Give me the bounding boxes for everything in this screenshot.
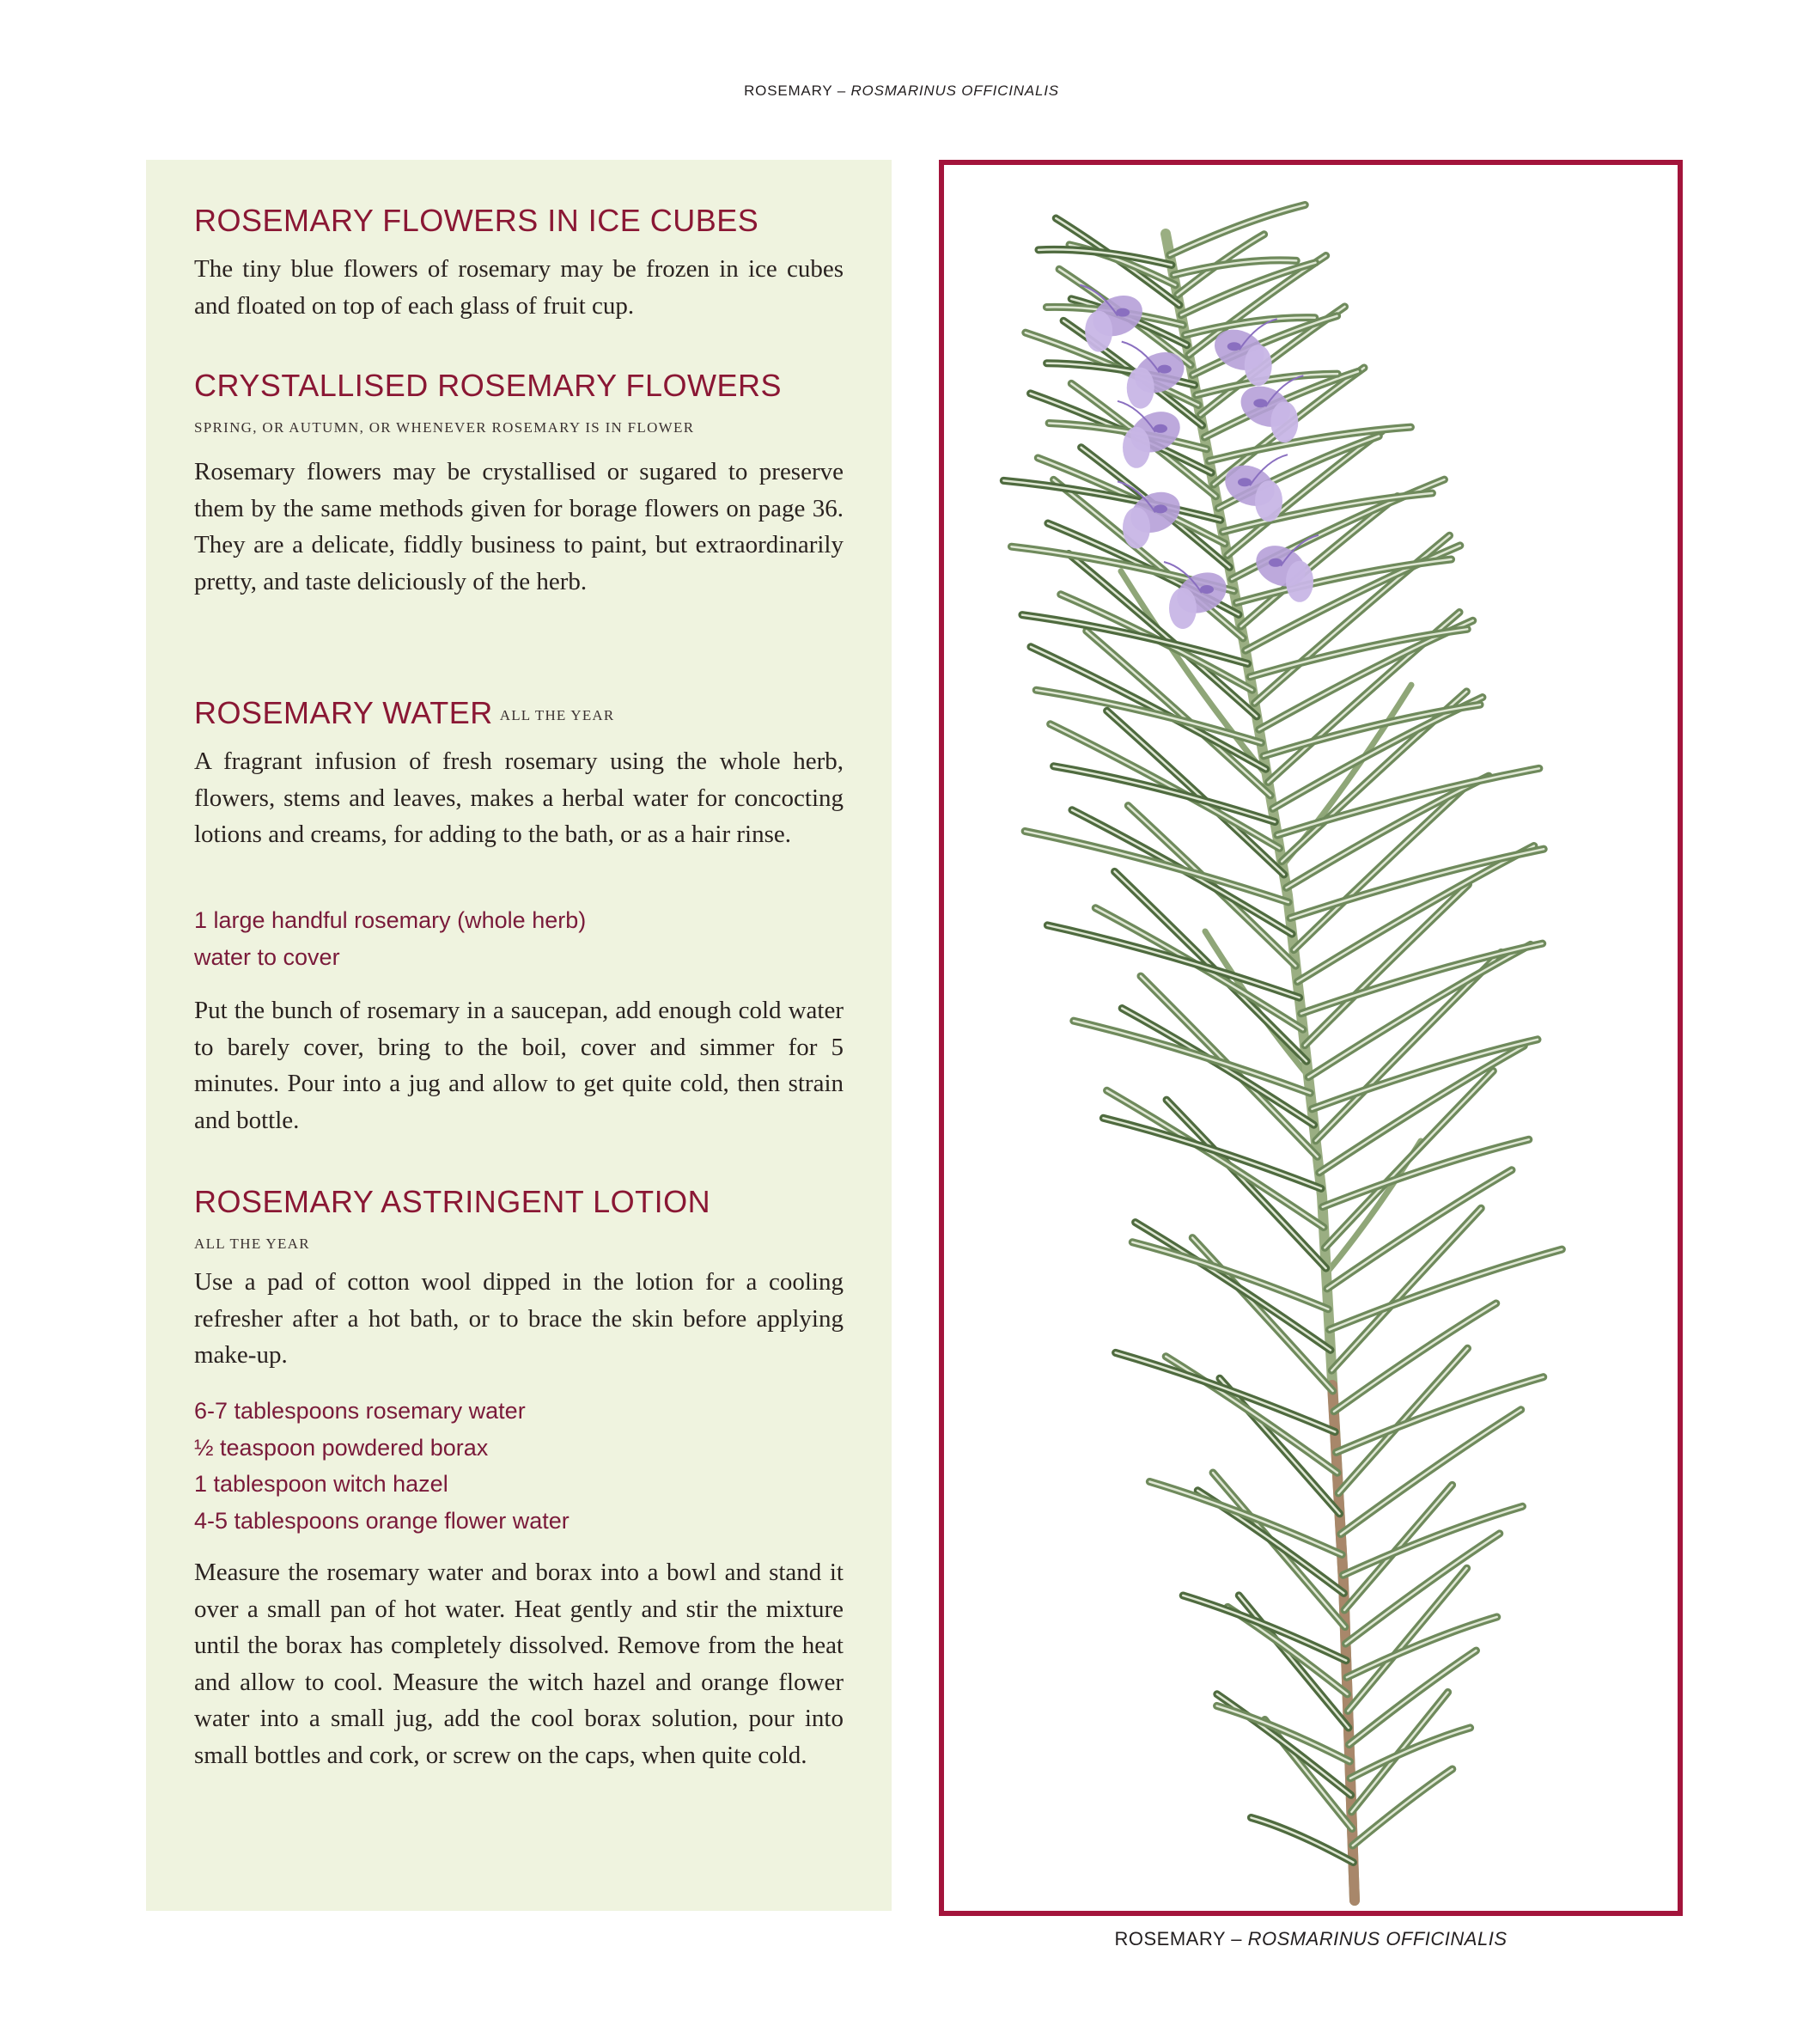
- heading-ice-cubes: ROSEMARY FLOWERS IN ICE CUBES: [194, 203, 759, 238]
- season-astringent-lotion: ALL THE YEAR: [194, 1236, 310, 1252]
- method-rosemary-water: Put the bunch of rosemary in a saucepan, add enough cold water to barely cover, bring to the boil, cover and simmer for 5 minutes. Pour into a jug and allow to get quite cold, then strain and bottle.: [194, 997, 844, 1134]
- caption-name: ROSEMARY –: [1114, 1928, 1248, 1949]
- rosemary-flower-petal: [1123, 427, 1150, 468]
- rosemary-flower-petal: [1169, 588, 1197, 629]
- season-rosemary-water: ALL THE YEAR: [499, 707, 615, 723]
- rosemary-flower-petal: [1270, 401, 1298, 442]
- rosemary-leaf: [1217, 1705, 1350, 1761]
- running-head-name: ROSEMARY –: [744, 82, 851, 99]
- paragraph-ice-cubes: The tiny blue flowers of rosemary may be frozen in ice cubes and floated on top of each glass of fruit cup.: [194, 255, 844, 320]
- rosemary-leaf: [1251, 1818, 1353, 1863]
- figure-caption: [939, 1928, 1683, 1950]
- running-head-latin: ROSMARINUS OFFICINALIS: [850, 82, 1059, 99]
- ingredient-item: 4-5 tablespoons orange flower water: [194, 1507, 570, 1534]
- rosemary-flower-petal: [1286, 561, 1313, 602]
- method-astringent-lotion: Measure the rosemary water and borax into a bowl and stand it over a small pan of hot water. Heat gently and stir the mixture until the borax has completely dissolved. Remove from the heat and allow to cool. Measure the witch hazel and orange flower water into a small jug, add the cool borax solution, pour into small bottles and cork, or screw on the caps, when quite cold.: [194, 1559, 844, 1769]
- paragraph-rosemary-water: A fragrant infusion of fresh rosemary using the whole herb, flowers, stems and leaves, makes a herbal water for concocting lotions and creams, for adding to the bath, or as a hair rinse.: [194, 747, 844, 848]
- season-crystallised: SPRING, OR AUTUMN, OR WHENEVER ROSEMARY IS IN FLOWER: [194, 419, 695, 436]
- rosemary-flower-petal: [1085, 311, 1112, 352]
- rosemary-flower-petal: [1127, 368, 1154, 409]
- heading-astringent-lotion: ROSEMARY ASTRINGENT LOTION: [194, 1184, 711, 1219]
- text-panel: [146, 160, 892, 1911]
- rosemary-leaf-highlight: [1192, 1238, 1332, 1391]
- rosemary-leaf: [1149, 1481, 1342, 1554]
- caption-latin: ROSMARINUS OFFICINALIS: [1247, 1928, 1508, 1949]
- rosemary-leaf: [1116, 1352, 1336, 1431]
- ingredients-rosemary-water: [194, 902, 844, 975]
- running-head: [0, 82, 1803, 100]
- heading-crystallised: CRYSTALLISED ROSEMARY FLOWERS: [194, 368, 783, 403]
- rosemary-flower-petal: [1123, 507, 1150, 548]
- ingredient-item: ½ teaspoon powdered borax: [194, 1434, 489, 1461]
- ingredient-item: 1 large handful rosemary (whole herb): [194, 907, 587, 933]
- rosemary-leaf-highlight: [1338, 1348, 1467, 1493]
- heading-rosemary-water-title: ROSEMARY WATER: [194, 695, 493, 730]
- rosemary-plant-illustration: [944, 165, 1678, 1911]
- rosemary-leaf: [1277, 768, 1539, 835]
- rosemary-leaf: [1132, 1242, 1328, 1309]
- ingredient-item: 1 tablespoon witch hazel: [194, 1471, 448, 1497]
- paragraph-astringent-lotion: Use a pad of cotton wool dipped in the lotion for a cooling refresher after a hot bath, or to brace the skin before applying make-up.: [194, 1268, 844, 1369]
- ingredient-item: 6-7 tablespoons rosemary water: [194, 1398, 526, 1424]
- rosemary-flower-petal: [1255, 480, 1282, 522]
- ingredient-item: water to cover: [194, 943, 340, 970]
- illustration-frame: [939, 160, 1683, 1916]
- rosemary-flower-petal: [1245, 345, 1272, 386]
- rosemary-leaf: [1250, 629, 1467, 676]
- rosemary-leaf: [1209, 427, 1411, 461]
- paragraph-crystallised: Rosemary flowers may be crystallised or sugared to preserve them by the same methods given for borage flowers on page 36. They are a delicate, fiddly business to paint, but extraordinarily pretty, and taste deliciously of the herb.: [194, 458, 844, 595]
- heading-rosemary-water: [194, 695, 847, 731]
- ingredients-astringent-lotion: [194, 1393, 844, 1539]
